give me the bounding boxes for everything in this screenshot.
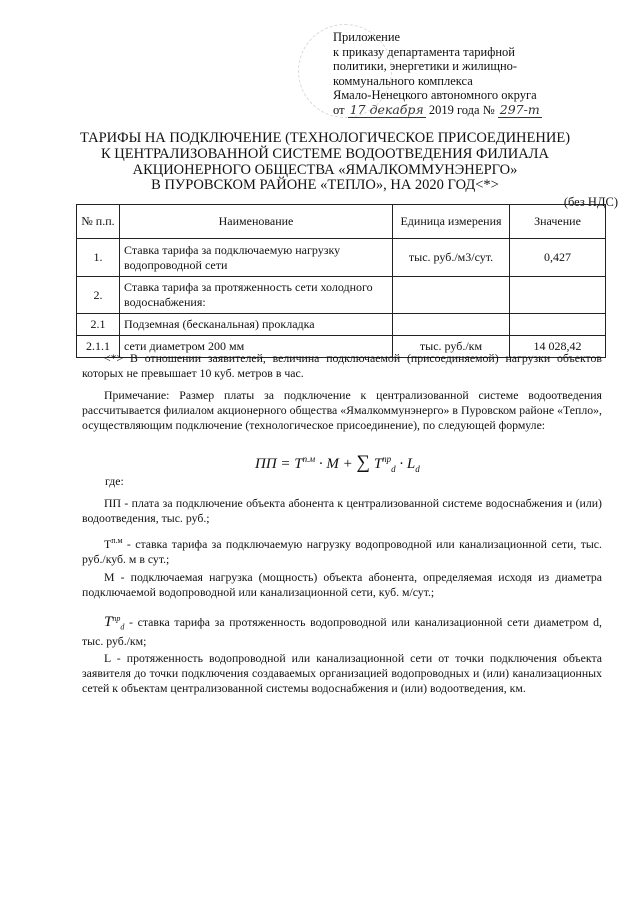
header-unit: Единица измерения — [393, 205, 510, 239]
tpr-sup: пр — [112, 614, 121, 623]
title-line: В ПУРОВСКОМ РАЙОНЕ «ТЕПЛО», НА 2020 ГОД<*> — [151, 177, 499, 194]
tpr-text: - ставка тарифа за протяженность водопроводной или канализационной сети диаметром d, тыс. руб./км; — [82, 614, 602, 649]
table-row — [77, 239, 606, 277]
header-num: № п.п. — [77, 205, 120, 239]
payment-formula: ПП = $T^{п.м} \cdot M$ + ∑ $T^{пр}_d \cdot L_d$ — [255, 452, 420, 474]
handwritten-date: 17 декабря — [349, 101, 424, 117]
row-num: 1. — [77, 239, 120, 277]
handwritten-order-number: 297-т — [499, 101, 540, 117]
row-unit: тыс. руб./км — [393, 336, 510, 358]
appendix-line: Ямало-Ненецкого автономного округа — [333, 88, 537, 103]
formula-t: T — [294, 456, 303, 472]
row-value: 0,427 — [510, 239, 606, 277]
formula-t2-sub: d — [391, 464, 396, 474]
where-label: где: — [105, 474, 124, 488]
date-prefix: от — [333, 102, 345, 117]
definition-m: М - подключаемая нагрузка (мощность) объекта абонента, определяемая исходя из диаметра подключаемой водопроводной или канализационной сети, куб. м/сут.; — [82, 570, 602, 600]
date-suffix: 2019 года № — [428, 102, 495, 117]
table-row — [77, 314, 606, 336]
sum-icon: ∑ — [356, 452, 371, 473]
row-value — [510, 314, 606, 336]
definition-pp: ПП - плата за подключение объекта абонента к централизованной системе водоснабжения и (или) водоотведения, тыс. руб.; — [82, 496, 602, 526]
row-unit: тыс. руб./м3/сут. — [393, 239, 510, 277]
tpm-symbol: Т — [104, 536, 112, 551]
row-num: 2.1 — [77, 314, 120, 336]
tpm-sup: п.м — [111, 536, 123, 545]
appendix-line: к приказу департамента тарифной — [333, 44, 515, 59]
formula-lhs: ПП — [255, 456, 277, 472]
formula-m: M — [326, 456, 339, 472]
title-line: ТАРИФЫ НА ПОДКЛЮЧЕНИЕ (ТЕХНОЛОГИЧЕСКОЕ ПРИСОЕДИНЕНИЕ) — [79, 130, 571, 146]
row-unit — [393, 277, 510, 314]
header-name: Наименование — [120, 205, 393, 239]
definition-l: L - протяженность водопроводной или канализационной сети от точки подключения объекта заявителя до точки подключения создаваемых организацией водопроводных и (или) канализационных сетей к объектам централизованной системы водоснабжения и (или) водоотведения, км. — [82, 651, 602, 696]
vat-note: (без НДС) — [563, 195, 618, 209]
definition-tpm — [82, 533, 602, 567]
appendix-line: коммунального комплекса — [333, 73, 473, 88]
tariff-table — [76, 204, 606, 358]
formula-l: L — [406, 456, 416, 472]
tpr-symbol: T — [104, 613, 113, 630]
row-name: Ставка тарифа за протяженность сети холодного водоснабжения: — [120, 277, 393, 314]
definition-tpr — [82, 611, 602, 650]
row-name: Подземная (бесканальная) прокладка — [120, 314, 393, 336]
row-value — [510, 277, 606, 314]
tpr-sub: d — [120, 622, 125, 632]
row-name: сети диаметром 200 мм — [120, 336, 393, 358]
document-title — [40, 131, 610, 194]
title-line: К ЦЕНТРАЛИЗОВАННОЙ СИСТЕМЕ ВОДООТВЕДЕНИЯ ФИЛИАЛА — [101, 145, 549, 162]
row-value: 14 028,42 — [510, 336, 606, 358]
row-name: Ставка тарифа за подключаемую нагрузку водопроводной сети — [120, 239, 393, 277]
table-row — [77, 277, 606, 314]
appendix-date-line — [333, 103, 623, 118]
note-paragraph: Примечание: Размер платы за подключение к централизованной системе водоотведения рассчитывается филиалом акционерного общества «Ямалкоммунэнерго» в Пуровском районе «Тепло», осуществляющим подключение (технологическое присоединение), по следующей формуле: — [82, 388, 602, 433]
appendix-header — [333, 30, 623, 118]
row-unit — [393, 314, 510, 336]
footnote: <*> В отношении заявителей, величина подключаемой (присоединяемой) нагрузки объектов которых не превышает 10 куб. метров в час. — [82, 351, 602, 381]
row-num: 2. — [77, 277, 120, 314]
title-line: АКЦИОНЕРНОГО ОБЩЕСТВА «ЯМАЛКОММУНЭНЕРГО» — [132, 161, 518, 178]
formula-t2: T — [373, 456, 383, 472]
row-num: 2.1.1 — [77, 336, 120, 358]
formula-l-sub: d — [415, 464, 420, 474]
header-value: Значение — [510, 205, 606, 239]
appendix-line: политики, энергетики и жилищно- — [333, 59, 518, 74]
appendix-line: Приложение — [333, 30, 401, 44]
table-header-row — [77, 205, 606, 239]
tpm-text: - ставка тарифа за подключаемую нагрузку водопроводной или канализационной сети, тыс. руб./куб. м в сут.; — [82, 536, 602, 567]
formula-t-sup: п.м — [302, 454, 316, 464]
formula-t2-sup: пр — [382, 454, 392, 464]
